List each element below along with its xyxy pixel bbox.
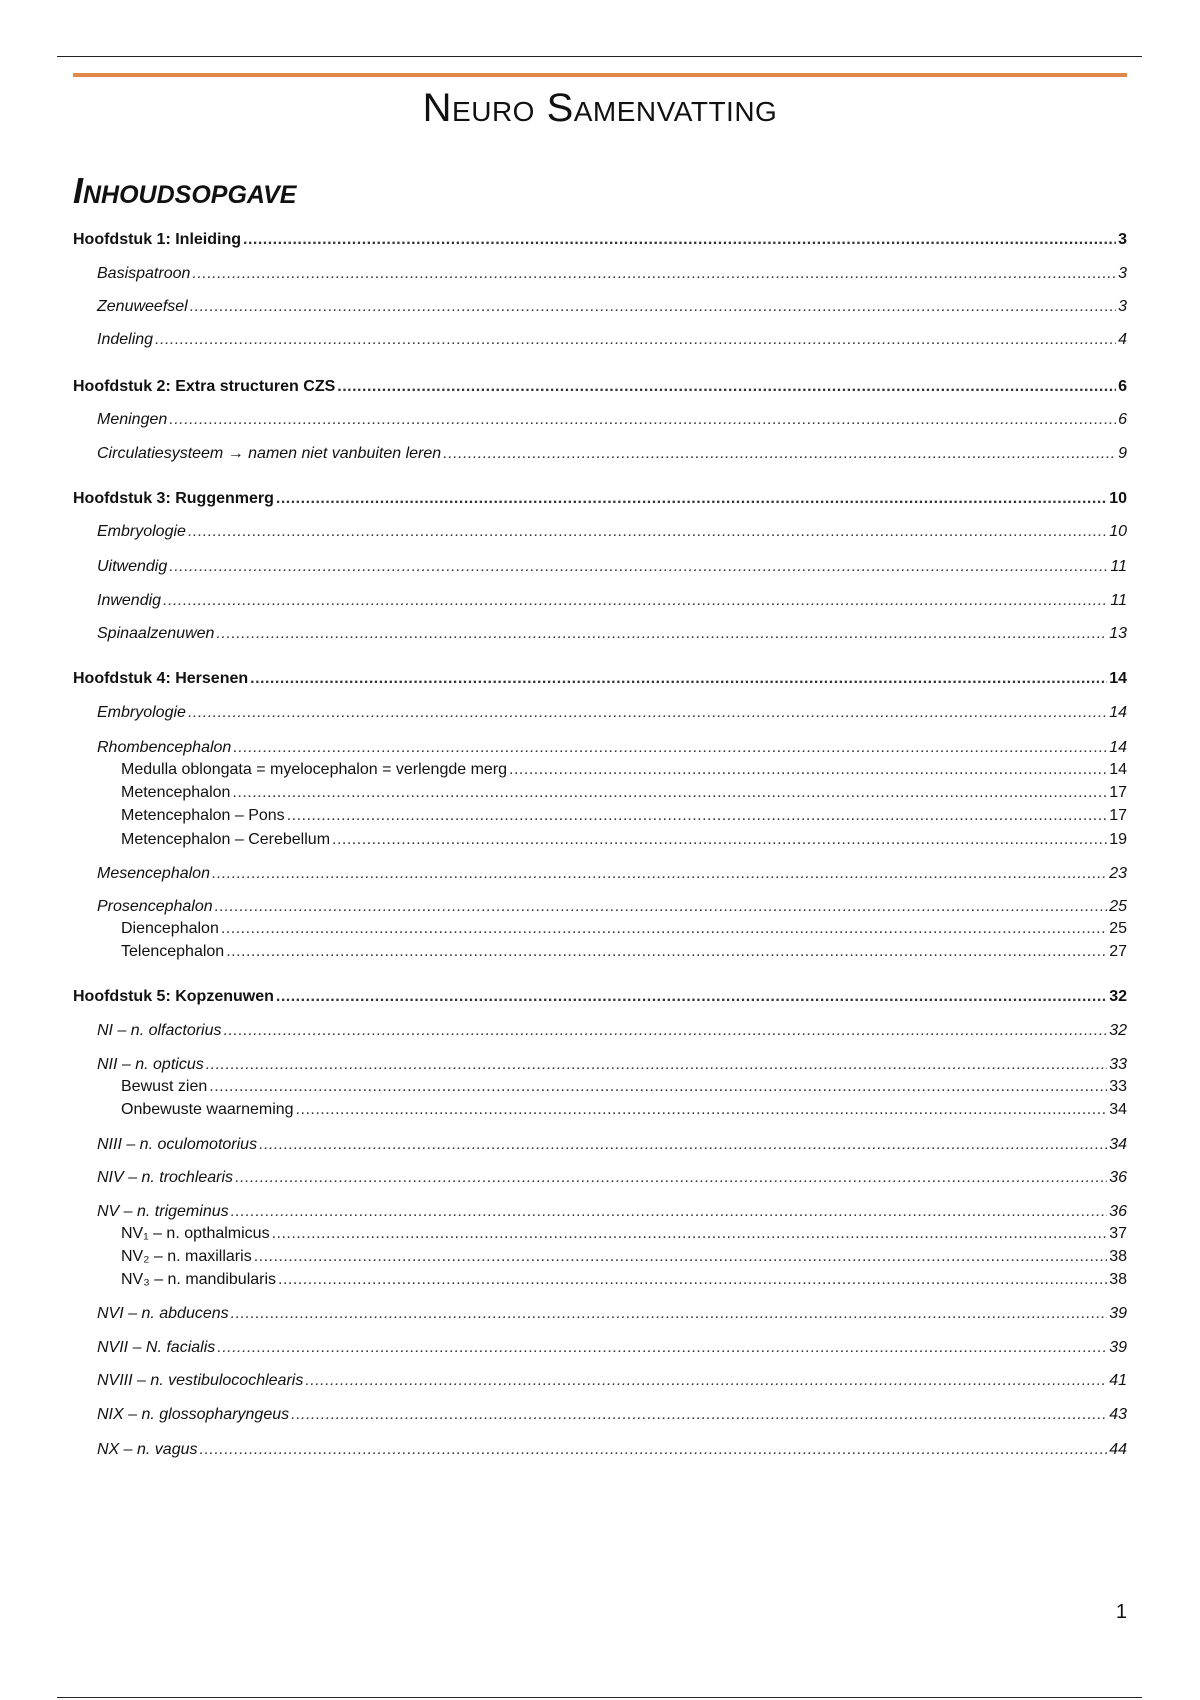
toc-entry-label: Metencephalon – Pons [121, 807, 285, 824]
toc-dot-leader [254, 1247, 1108, 1267]
toc-entry-label: NVIII – n. vestibulocochlearis [97, 1372, 304, 1389]
toc-dot-leader [216, 624, 1107, 644]
toc-dot-leader [276, 489, 1107, 509]
toc-entry-label: Medulla oblongata = myelocephalon = verlengde merg [121, 761, 508, 778]
toc-section-entry[interactable] [73, 738, 1127, 758]
toc-entry-page: 9 [1118, 445, 1127, 462]
toc-entry-page: 3 [1118, 265, 1127, 282]
toc-entry-page: 10 [1109, 523, 1127, 540]
toc-chapter-entry[interactable] [73, 230, 1127, 250]
toc-entry-label: Inwendig [97, 592, 162, 609]
toc-dot-leader [215, 897, 1108, 917]
toc-section-entry[interactable] [73, 864, 1127, 884]
toc-entry-page: 44 [1109, 1441, 1127, 1458]
toc-dot-leader [296, 1100, 1108, 1120]
toc-entry-label: Diencephalon [121, 920, 219, 937]
toc-dot-leader [276, 987, 1107, 1007]
toc-entry-page: 34 [1109, 1101, 1127, 1118]
toc-chapter-entry[interactable] [73, 987, 1127, 1007]
toc-dot-leader [259, 1135, 1107, 1155]
toc-dot-leader [217, 1338, 1107, 1358]
toc-dot-leader [209, 1077, 1107, 1097]
toc-dot-leader [188, 703, 1107, 723]
toc-dot-leader [190, 297, 1116, 317]
toc-chapter-entry[interactable] [73, 489, 1127, 509]
toc-entry-label: Metencephalon – Cerebellum [121, 831, 331, 848]
toc-dot-leader [231, 1304, 1108, 1324]
toc-entry-page: 27 [1109, 943, 1127, 960]
title-accent-rule [73, 73, 1127, 77]
toc-dot-leader [291, 1405, 1107, 1425]
toc-dot-leader [224, 1021, 1108, 1041]
toc-dot-leader [305, 1371, 1107, 1391]
toc-subsection-entry[interactable] [73, 830, 1127, 850]
toc-dot-leader [169, 557, 1108, 577]
toc-entry-page: 38 [1109, 1248, 1127, 1265]
toc-entry-label: NX – n. vagus [97, 1441, 198, 1458]
toc-entry-label: Basispatroon [97, 265, 191, 282]
toc-entry-page: 13 [1109, 625, 1127, 642]
toc-dot-leader [163, 591, 1108, 611]
toc-section-entry[interactable] [73, 1440, 1127, 1460]
toc-section-entry[interactable] [73, 297, 1127, 317]
toc-section-entry[interactable] [73, 1371, 1127, 1391]
toc-entry-page: 10 [1109, 490, 1127, 507]
page-bottom-rule [57, 1697, 1142, 1698]
toc-entry-page: 37 [1109, 1225, 1127, 1242]
document-title: Neuro Samenvatting [422, 86, 778, 130]
toc-subsection-entry[interactable] [73, 1077, 1127, 1097]
toc-subsection-entry[interactable] [73, 919, 1127, 939]
toc-section-entry[interactable] [73, 1135, 1127, 1155]
toc-entry-label: NVII – N. facialis [97, 1339, 216, 1356]
toc-entry-page: 34 [1109, 1136, 1127, 1153]
toc-entry-page: 19 [1109, 831, 1127, 848]
toc-dot-leader [233, 738, 1107, 758]
toc-subsection-entry[interactable] [73, 942, 1127, 962]
toc-section-entry[interactable] [73, 1338, 1127, 1358]
toc-entry-page: 11 [1110, 558, 1127, 575]
toc-entry-label: Onbewuste waarneming [121, 1101, 294, 1118]
toc-entry-page: 32 [1109, 1022, 1127, 1039]
toc-entry-page: 17 [1109, 784, 1127, 801]
toc-dot-leader [188, 522, 1107, 542]
toc-entry-page: 32 [1109, 988, 1127, 1005]
toc-section-entry[interactable] [73, 1202, 1127, 1222]
toc-entry-page: 3 [1118, 298, 1127, 315]
toc-entry-label: Metencephalon [121, 784, 231, 801]
toc-entry-label: NIX – n. glossopharyngeus [97, 1406, 290, 1423]
toc-entry-label: NIII – n. oculomotorius [97, 1136, 258, 1153]
toc-entry-label: Embryologie [97, 704, 186, 721]
toc-entry-page: 38 [1109, 1271, 1127, 1288]
toc-section-entry[interactable] [73, 1405, 1127, 1425]
toc-section-entry[interactable] [73, 522, 1127, 542]
toc-entry-page: 4 [1118, 331, 1127, 348]
toc-dot-leader [332, 830, 1107, 850]
toc-entry-page: 14 [1109, 761, 1127, 778]
toc-section-entry[interactable] [73, 330, 1127, 350]
toc-entry-page: 33 [1109, 1056, 1127, 1073]
toc-entry-label: Zenuweefsel [97, 298, 188, 315]
toc-entry-label: Embryologie [97, 523, 186, 540]
toc-subsection-entry[interactable] [73, 806, 1127, 826]
toc-subsection-entry[interactable] [73, 1247, 1127, 1267]
toc-entry-label: NV – n. trigeminus [97, 1203, 229, 1220]
toc-subsection-entry[interactable] [73, 783, 1127, 803]
page-top-rule [57, 56, 1142, 57]
toc-entry-label: Circulatiesysteem → namen niet vanbuiten leren [97, 445, 442, 462]
toc-section-entry[interactable] [73, 897, 1127, 917]
toc-dot-leader [337, 377, 1116, 397]
toc-entry-page: 23 [1109, 865, 1127, 882]
toc-section-entry[interactable] [73, 703, 1127, 723]
toc-dot-leader [250, 669, 1107, 689]
toc-dot-leader [272, 1224, 1108, 1244]
toc-dot-leader [243, 230, 1116, 250]
toc-entry-page: 14 [1109, 704, 1127, 721]
toc-entry-page: 14 [1109, 739, 1127, 756]
toc-subsection-entry[interactable] [73, 1224, 1127, 1244]
toc-entry-label: Hoofdstuk 5: Kopzenuwen [73, 988, 274, 1005]
toc-dot-leader [192, 264, 1116, 284]
toc-section-entry[interactable] [73, 624, 1127, 644]
toc-section-entry[interactable] [73, 557, 1127, 577]
toc-entry-label: NVI – n. abducens [97, 1305, 229, 1322]
toc-chapter-entry[interactable] [73, 377, 1127, 397]
toc-dot-leader [287, 806, 1108, 826]
toc-dot-leader [155, 330, 1116, 350]
toc-entry-label: Hoofdstuk 2: Extra structuren CZS [73, 378, 336, 395]
toc-entry-page: 25 [1109, 898, 1127, 915]
toc-entry-page: 39 [1109, 1305, 1127, 1322]
toc-entry-page: 41 [1109, 1372, 1127, 1389]
toc-section-entry[interactable] [73, 1021, 1127, 1041]
toc-dot-leader [443, 444, 1116, 464]
toc-entry-page: 36 [1109, 1169, 1127, 1186]
toc-dot-leader [212, 864, 1107, 884]
toc-entry-label: Uitwendig [97, 558, 168, 575]
toc-entry-label: NIV – n. trochlearis [97, 1169, 234, 1186]
toc-entry-page: 25 [1109, 920, 1127, 937]
toc-entry-label: Hoofdstuk 1: Inleiding [73, 231, 241, 248]
toc-dot-leader [509, 760, 1107, 780]
toc-chapter-entry[interactable] [73, 669, 1127, 689]
toc-entry-label: NV₃ – n. mandibularis [121, 1271, 277, 1288]
toc-subsection-entry[interactable] [73, 1100, 1127, 1120]
toc-section-entry[interactable] [73, 1168, 1127, 1188]
toc-heading: Inhoudsopgave [73, 170, 297, 211]
toc-entry-label: Bewust zien [121, 1078, 208, 1095]
toc-dot-leader [278, 1270, 1107, 1290]
toc-dot-leader [235, 1168, 1107, 1188]
toc-entry-page: 14 [1109, 670, 1127, 687]
toc-entry-label: Meningen [97, 411, 168, 428]
toc-entry-label: Rhombencephalon [97, 739, 232, 756]
toc-entry-page: 39 [1109, 1339, 1127, 1356]
toc-section-entry[interactable] [73, 410, 1127, 430]
toc-section-entry[interactable] [73, 444, 1127, 464]
toc-entry-label: Hoofdstuk 4: Hersenen [73, 670, 249, 687]
toc-entry-page: 36 [1109, 1203, 1127, 1220]
toc-entry-page: 17 [1109, 807, 1127, 824]
toc-section-entry[interactable] [73, 591, 1127, 611]
toc-section-entry[interactable] [73, 1055, 1127, 1075]
toc-entry-label: Mesencephalon [97, 865, 210, 882]
toc-entry-page: 6 [1118, 378, 1127, 395]
toc-subsection-entry[interactable] [73, 760, 1127, 780]
toc-dot-leader [206, 1055, 1107, 1075]
toc-dot-leader [169, 410, 1116, 430]
toc-subsection-entry[interactable] [73, 1270, 1127, 1290]
toc-dot-leader [226, 942, 1107, 962]
toc-entry-page: 33 [1109, 1078, 1127, 1095]
toc-dot-leader [221, 919, 1107, 939]
toc-entry-label: Telencephalon [121, 943, 225, 960]
toc-entry-page: 6 [1118, 411, 1127, 428]
toc-section-entry[interactable] [73, 264, 1127, 284]
toc-dot-leader [231, 1202, 1108, 1222]
toc-dot-leader [232, 783, 1107, 803]
toc-dot-leader [200, 1440, 1108, 1460]
toc-entry-label: Indeling [97, 331, 154, 348]
toc-entry-label: NII – n. opticus [97, 1056, 204, 1073]
toc-entry-label: Hoofdstuk 3: Ruggenmerg [73, 490, 274, 507]
toc-entry-label: NI – n. olfactorius [97, 1022, 222, 1039]
page-number: 1 [1115, 1601, 1127, 1623]
toc-entry-label: Spinaalzenuwen [97, 625, 215, 642]
toc-entry-page: 11 [1110, 592, 1127, 609]
toc-entry-page: 43 [1109, 1406, 1127, 1423]
toc-entry-label: NV₁ – n. opthalmicus [121, 1225, 270, 1242]
toc-entry-label: NV₂ – n. maxillaris [121, 1248, 252, 1265]
toc-section-entry[interactable] [73, 1304, 1127, 1324]
toc-entry-label: Prosencephalon [97, 898, 213, 915]
toc-entry-page: 3 [1118, 231, 1127, 248]
